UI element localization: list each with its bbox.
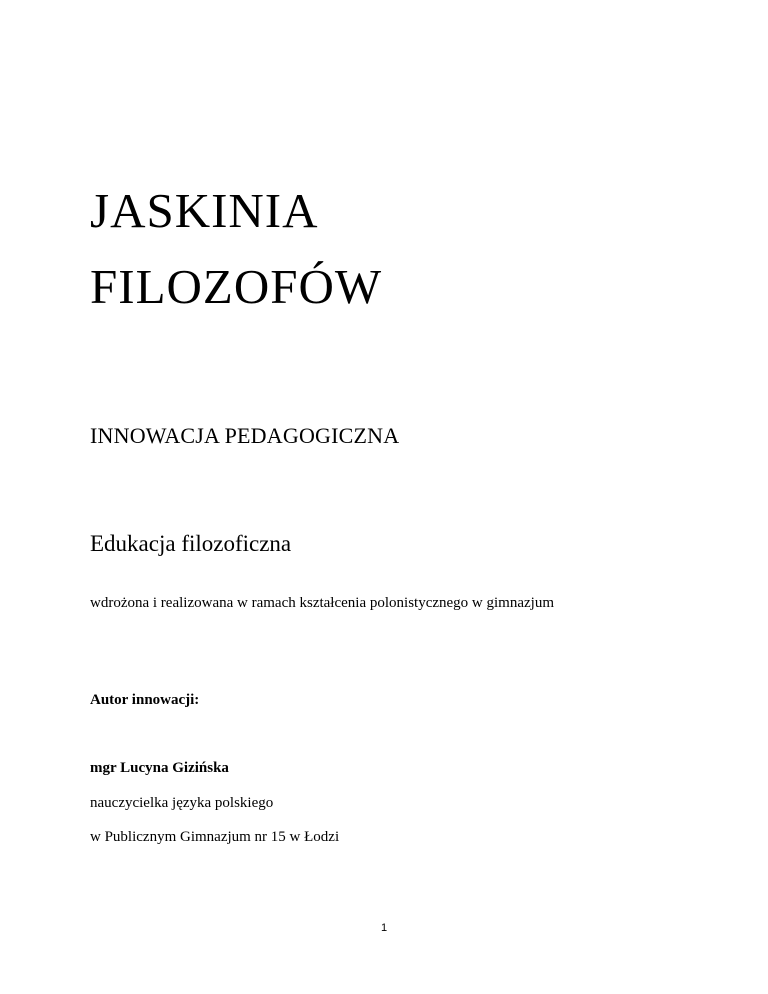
section-description: wdrożona i realizowana w ramach kształcenia polonistycznego w gimnazjum <box>90 595 554 611</box>
section-heading: Edukacja filozoficzna <box>90 531 292 556</box>
author-school: w Publicznym Gimnazjum nr 15 w Łodzi <box>90 829 340 845</box>
author-name: mgr Lucyna Gizińska <box>90 760 229 776</box>
document-title-line-2: FILOZOFÓW <box>90 259 383 314</box>
document-title-line-1: JASKINIA <box>90 183 319 238</box>
page-number: 1 <box>380 922 388 934</box>
author-label: Autor innowacji: <box>90 692 200 708</box>
author-role: nauczycielka języka polskiego <box>90 795 274 811</box>
document-subtitle: INNOWACJA PEDAGOGICZNA <box>90 423 400 448</box>
